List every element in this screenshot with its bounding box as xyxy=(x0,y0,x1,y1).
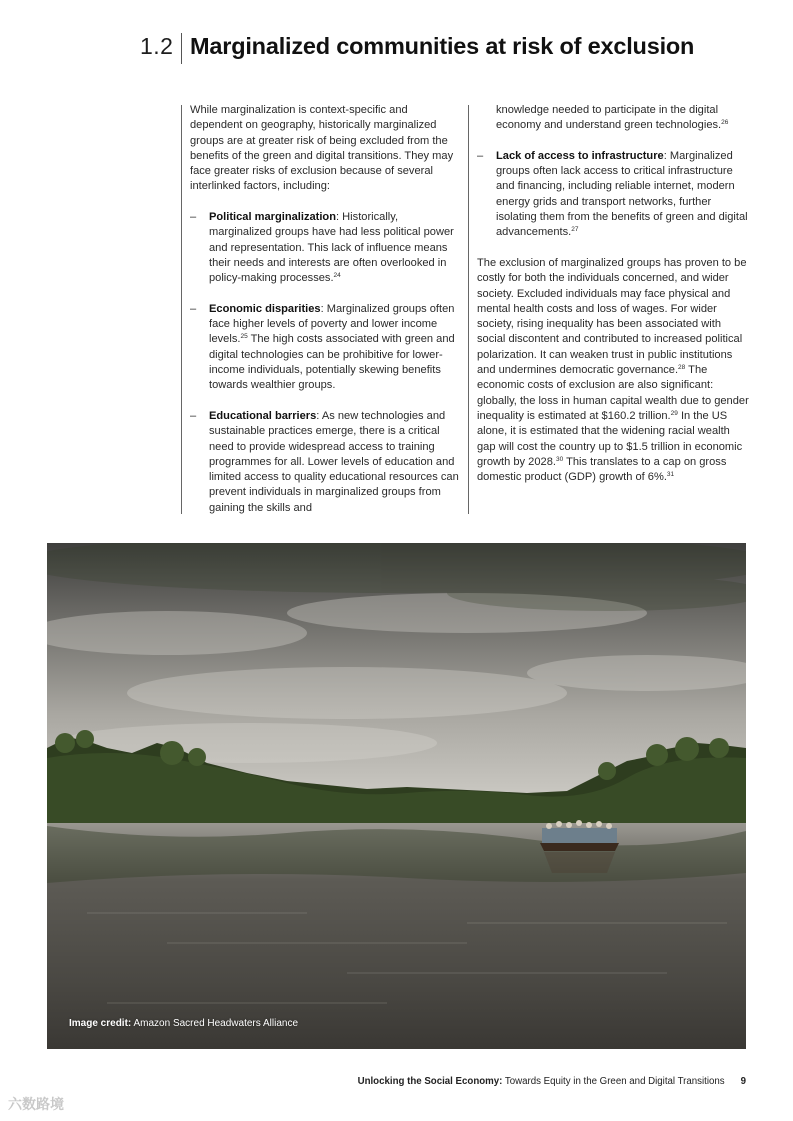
bullet-term: Lack of access to infrastructure xyxy=(496,149,664,162)
bullet-term: Educational barriers xyxy=(209,409,317,422)
bullet-economic-disparities xyxy=(190,302,462,394)
bullet-text: : Marginalized groups often lack access to critical infrastructure and financing, including reliable internet, modern energy grids and transport networks, further isolating them from the benefits of green and digital advancements. xyxy=(496,149,748,239)
bullet-text: : Historically, marginalized groups have had less political power and representation. This lack of influence means their needs and interests are often overlooked in policy-making processes. xyxy=(209,211,454,285)
image-credit-text: Amazon Sacred Headwaters Alliance xyxy=(131,1018,299,1029)
left-column-rule xyxy=(181,105,182,514)
exclusion-costs-paragraph xyxy=(477,256,749,485)
image-credit xyxy=(69,1018,298,1029)
footnote-ref: 31 xyxy=(666,471,675,479)
bullet-dash: – xyxy=(477,149,484,162)
bullet-term: Political marginalization xyxy=(209,211,336,224)
bullet-text: : As new technologies and sustainable practices emerge, there is a critical need to provide widespread access to training programmes for all. Lower levels of education and limited access to quality educational resources can prevent individuals in marginalized groups from gaining the skills and xyxy=(209,409,459,514)
bullet-educational-barriers xyxy=(190,409,462,516)
footnote-ref: 29 xyxy=(670,409,678,417)
footnote-ref: 28 xyxy=(678,364,686,372)
bullet-term: Economic disparities xyxy=(209,302,321,315)
bullet-infrastructure-access xyxy=(477,149,749,241)
bullet-text: : Marginalized groups often face higher levels of poverty and lower income levels. xyxy=(209,302,455,346)
bullet-dash: – xyxy=(190,302,197,315)
bullet-text: The high costs associated with green and digital technologies can be prohibitive for lower-income individuals, potentially skewing benefits towards wealthier groups. xyxy=(209,333,455,392)
section-number: 1.2 xyxy=(140,33,174,59)
continuation-paragraph xyxy=(477,103,749,134)
paragraph-text: The economic costs of exclusion are also significant: globally, the loss in human capital wealth due to gender inequality is estimated at $160.2 trillion. xyxy=(477,364,749,422)
river-scene-illustration xyxy=(47,543,746,1049)
page-footer xyxy=(358,1076,746,1087)
paragraph-text: This translates to a cap on gross domestic product (GDP) growth of 6%. xyxy=(477,455,727,484)
right-column xyxy=(477,103,749,501)
bullet-political-marginalization xyxy=(190,210,462,286)
footer-title-bold: Unlocking the Social Economy: xyxy=(357,1076,503,1087)
page-title: Marginalized communities at risk of exclusion xyxy=(190,33,695,59)
footnote-ref: 24 xyxy=(333,272,341,280)
footnote-ref: 27 xyxy=(571,226,579,234)
page-number: 9 xyxy=(740,1076,746,1087)
middle-column-rule xyxy=(468,105,469,514)
left-column xyxy=(190,103,462,531)
bullet-dash: – xyxy=(190,409,197,422)
intro-paragraph: While marginalization is context-specific and dependent on geography, historically marginalized groups are at greater risk of being excluded from the benefits of the green and digital transitions. They may face greater risks of exclusion because of several interlinked factors, including: xyxy=(190,104,454,193)
paragraph-text: The exclusion of marginalized groups has proven to be costly for both the individuals concerned, and wider society. Excluded individuals may face physical and mental health costs and loss of wages. For wider society, rising inequality has been associated with social discontent and contributed to increased political polarization. It can weaken trust in public institutions and undermines democratic governance. xyxy=(477,256,747,377)
footer-title-rest: Towards Equity in the Green and Digital Transitions xyxy=(502,1076,725,1087)
footnote-ref: 26 xyxy=(721,119,729,127)
paragraph-text: In the US alone, it is estimated that the widening racial wealth gap will cost the country up to $1.5 trillion in economic growth by 2028. xyxy=(477,409,743,468)
river-photo xyxy=(47,543,746,1049)
footnote-ref: 30 xyxy=(555,455,564,463)
watermark: 六数路境 xyxy=(8,1096,64,1112)
footnote-ref: 25 xyxy=(240,333,248,341)
continuation-text: knowledge needed to participate in the digital economy and understand green technologies. xyxy=(496,104,722,132)
bullet-dash: – xyxy=(190,211,197,224)
title-divider xyxy=(181,33,182,64)
image-credit-label: Image credit: xyxy=(69,1018,132,1029)
